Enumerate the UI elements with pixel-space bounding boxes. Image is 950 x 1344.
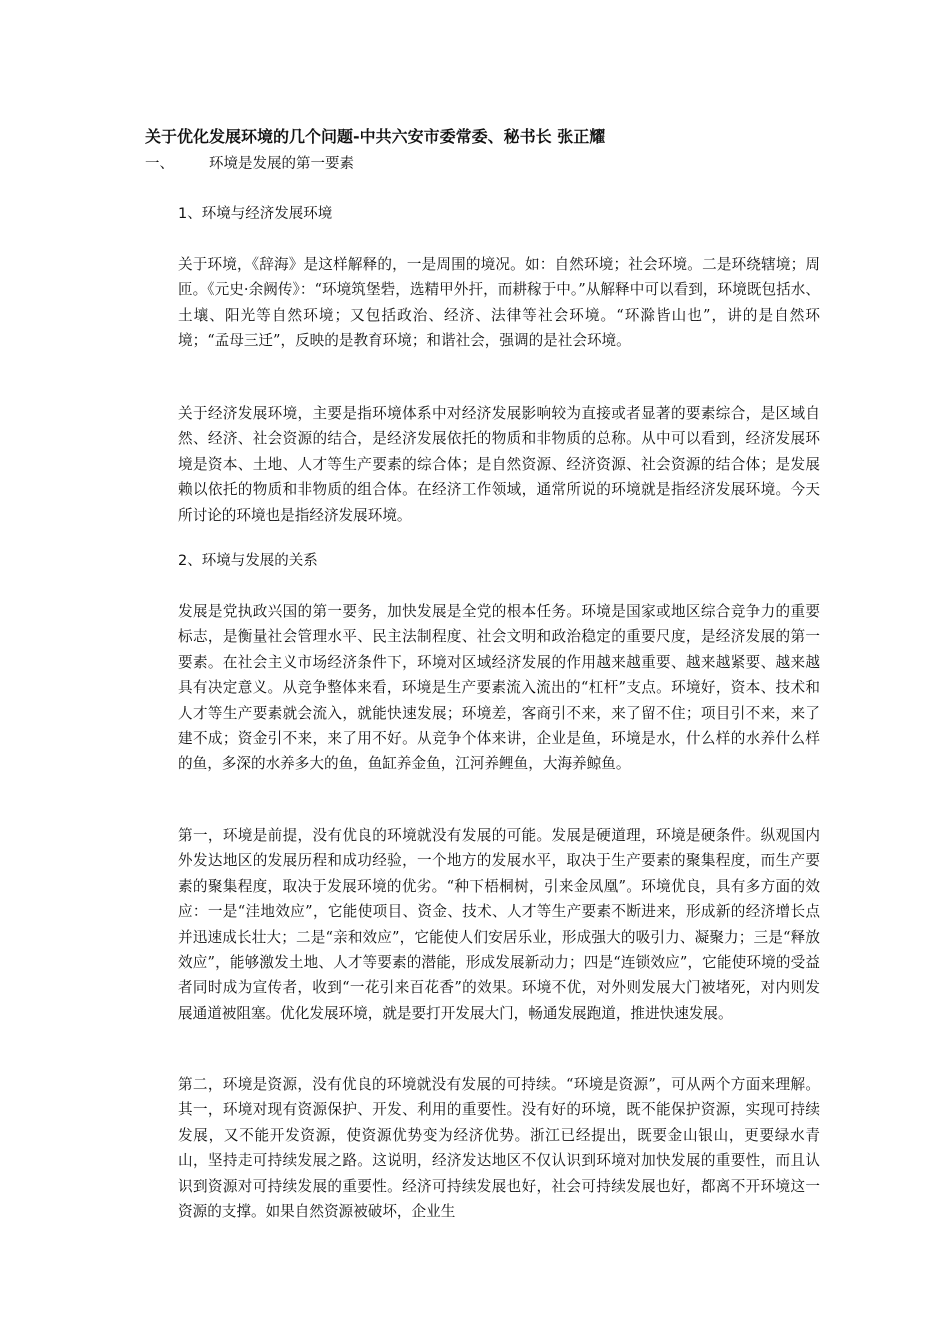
subheading-1: 1、环境与经济发展环境 (178, 206, 333, 222)
paragraph-5: 第二，环境是资源，没有优良的环境就没有发展的可持续。“环境是资源”，可从两个方面来理解。其一，环境对现有资源保护、开发、利用的重要性。没有好的环境，既不能保护资源，实现可持续发展，又不能开发资源，使资源优势变为经济优势。浙江已经提出，既要金山银山，更要绿水青山，坚持走可持续发展之路。这说明，经济发达地区不仅认识到环境对加快发展的重要性，而且认识到资源对可持续发展的重要性。经济可持续发展也好，社会可持续发展也好，都离不开环境这一资源的支撑。如果自然资源被破坏，企业生 (178, 1076, 820, 1221)
paragraph-4: 第一，环境是前提，没有优良的环境就没有发展的可能。发展是硬道理，环境是硬条件。纵观国内外发达地区的发展历程和成功经验，一个地方的发展水平，取决于生产要素的聚集程度，而生产要素的聚集程度，取决于发展环境的优劣。“种下梧桐树，引来金凤凰”。环境优良，具有多方面的效应：一是“洼地效应”，它能使项目、资金、技术、人才等生产要素不断进来，形成新的经济增长点并迅速成长壮大；二是“亲和效应”，它能使人们安居乐业，形成强大的吸引力、凝聚力；三是“释放效应”，能够激发土地、人才等要素的潜能，形成发展新动力；四是“连锁效应”，它能使环境的受益者同时成为宣传者，收到“一花引来百花香”的效果。环境不优，对外则发展大门被堵死，对内则发展通道被阻塞。优化发展环境，就是要打开发展大门，畅通发展跑道，推进快速发展。 (178, 827, 820, 1022)
section-number: 一、 (145, 156, 174, 172)
section-heading (145, 153, 354, 175)
paragraph-3: 发展是党执政兴国的第一要务，加快发展是全党的根本任务。环境是国家或地区综合竞争力的重要标志，是衡量社会管理水平、民主法制程度、社会文明和政治稳定的重要尺度，是经济发展的第一要素。在社会主义市场经济条件下，环境对区域经济发展的作用越来越重要、越来越紧要、越来越具有决定意义。从竞争整体来看，环境是生产要素流入流出的“杠杆”支点。环境好，资本、技术和人才等生产要素就会流入，就能快速发展；环境差，客商引不来，来了留不住；项目引不来，来了建不成；资金引不来，来了用不好。从竞争个体来讲，企业是鱼，环境是水，什么样的水养什么样的鱼，多深的水养多大的鱼，鱼缸养金鱼，江河养鲤鱼，大海养鲸鱼。 (178, 603, 820, 773)
subheading-2: 2、环境与发展的关系 (178, 553, 318, 569)
section-title: 环境是发展的第一要素 (209, 156, 354, 172)
paragraph-2: 关于经济发展环境，主要是指环境体系中对经济发展影响较为直接或者显著的要素综合，是区域自然、经济、社会资源的结合，是经济发展依托的物质和非物质的总称。从中可以看到，经济发展环境是资本、土地、人才等生产要素的综合体；是自然资源、经济资源、社会资源的结合体；是发展赖以依托的物质和非物质的组合体。在经济工作领域，通常所说的环境就是指经济发展环境。今天所讨论的环境也是指经济发展环境。 (178, 405, 820, 524)
document-title: 关于优化发展环境的几个问题-中共六安市委常委、秘书长 张正耀 (145, 127, 606, 146)
paragraph-1: 关于环境，《辞海》是这样解释的，一是周围的境况。如：自然环境；社会环境。二是环绕辖境；周匝。《元史·余阙传》：“环境筑堡砦，选精甲外扞，而耕稼于中。”从解释中可以看到，环境既包括水、土壤、阳光等自然环境；又包括政治、经济、法律等社会环境。“环滁皆山也”，讲的是自然环境；“孟母三迁”，反映的是教育环境；和谐社会，强调的是社会环境。 (178, 256, 820, 350)
